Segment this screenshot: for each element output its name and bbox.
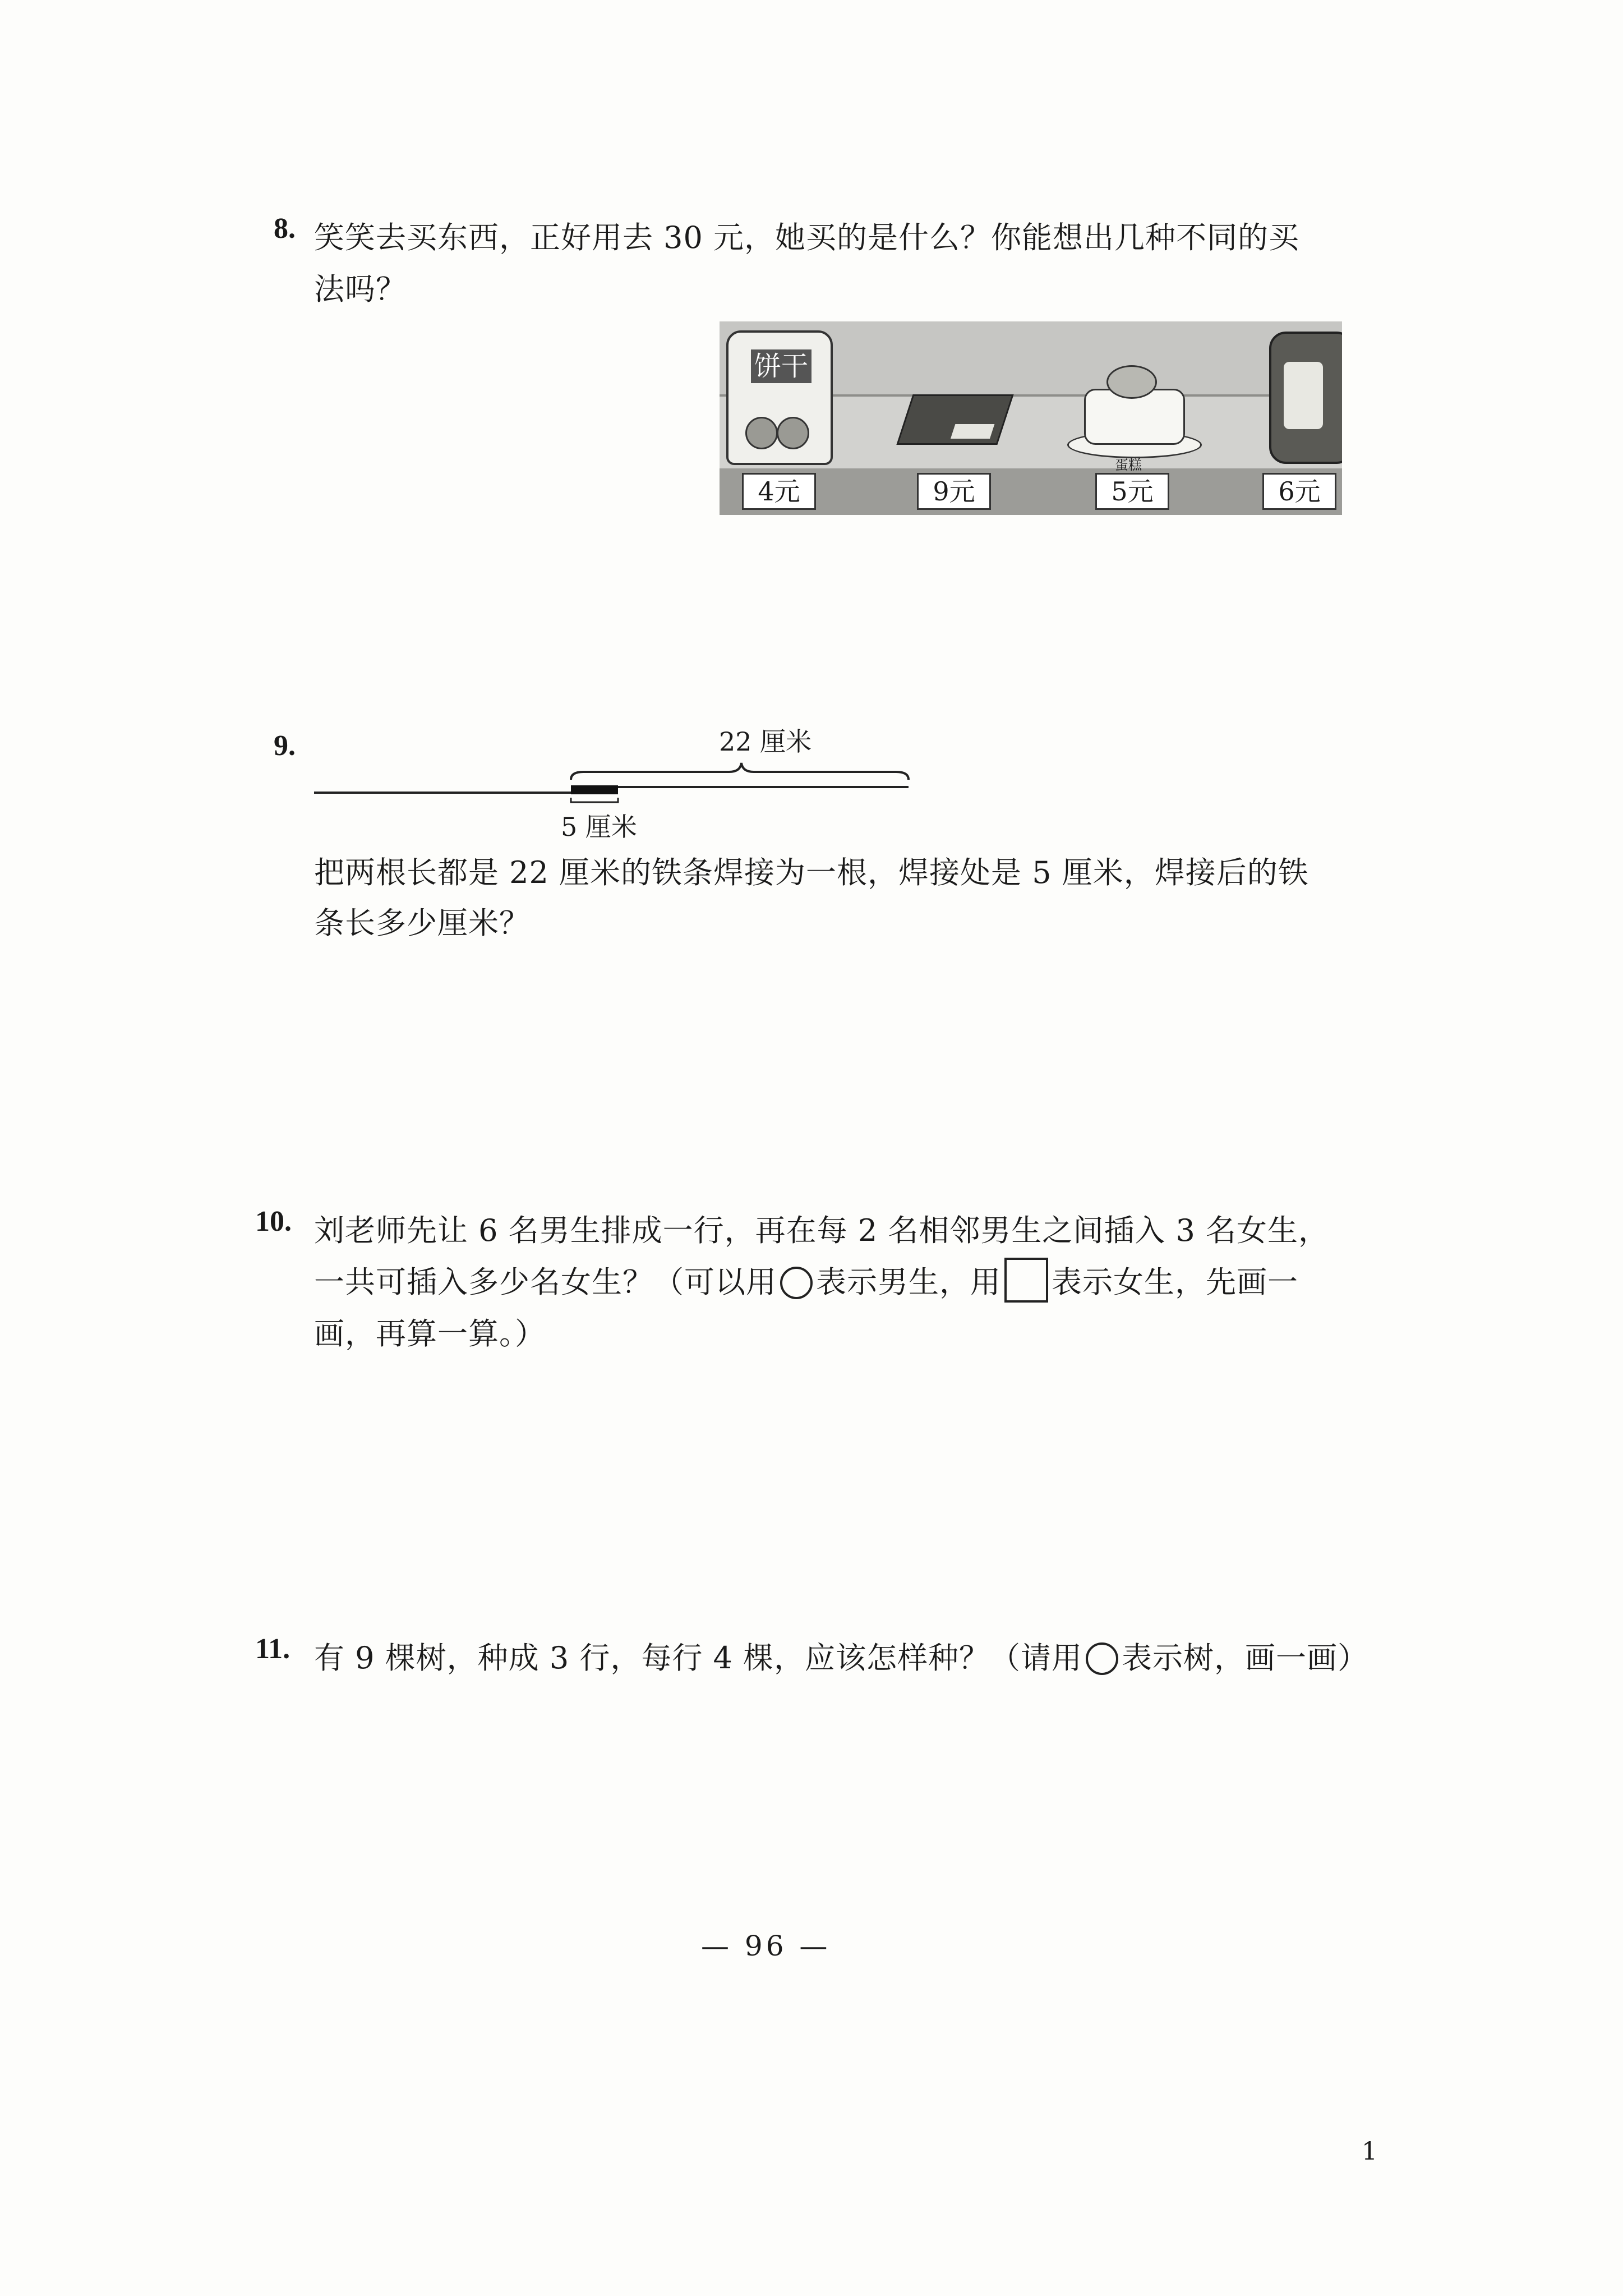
biscuit-bag-icon — [726, 330, 833, 465]
tree-circle-symbol-icon — [1086, 1642, 1118, 1675]
question-8-line-2: 法吗？ — [314, 272, 407, 307]
question-11-text-part-b: 表示树，画一画） — [1122, 1640, 1369, 1676]
page-number: — 96 — — [701, 1930, 831, 1962]
shop-shelf-illustration — [720, 321, 1342, 515]
weld-diagram — [303, 724, 931, 853]
question-10-line-1: 刘老师先让 6 名男生排成一行，再在每 2 名相邻男生之间插入 3 名女生， — [314, 1213, 1330, 1248]
question-9-line-1: 把两根长都是 22 厘米的铁条焊接为一根，焊接处是 5 厘米，焊接后的铁 — [314, 855, 1309, 890]
overlap-label-5cm: 5 厘米 — [561, 812, 637, 842]
question-10-number: 10. — [255, 1205, 292, 1237]
question-9-number: 9. — [274, 730, 296, 762]
price-tag-cake: 5元 — [1095, 473, 1169, 510]
bread-bag-icon — [1269, 332, 1342, 464]
biscuit-label: 饼干 — [751, 349, 811, 383]
price-tag-chocolate: 9元 — [917, 473, 991, 510]
question-10-line-2 — [314, 1257, 1298, 1308]
question-10-line-2-part-c: 表示女生，先画一 — [1052, 1264, 1298, 1300]
corner-page-number: 1 — [1362, 2137, 1377, 2166]
square-symbol-icon — [1004, 1258, 1048, 1303]
bracket-5cm — [571, 798, 618, 802]
question-11-text — [314, 1632, 1368, 1684]
strawberry-topping-icon — [1106, 365, 1157, 399]
question-8-line-1: 笑笑去买东西，正好用去 30 元，她买的是什么？你能想出几种不同的买 — [314, 220, 1300, 255]
question-11-text-part-a: 有 9 棵树，种成 3 行，每行 4 棵，应该怎样种？（请用 — [314, 1640, 1083, 1676]
chocolate-box-icon — [896, 394, 1013, 445]
question-10-line-3: 画，再算一算。） — [314, 1316, 546, 1351]
weld-overlap — [571, 785, 618, 794]
question-10-line-2-part-b: 表示男生，用 — [816, 1264, 1001, 1300]
question-8-number: 8. — [274, 213, 296, 245]
cake-label: 蛋糕 — [1115, 457, 1142, 473]
question-9-line-2: 条长多少厘米？ — [314, 905, 530, 941]
question-10-line-2-part-a: 一共可插入多少名女生？（可以用 — [314, 1264, 777, 1300]
brace-22cm — [571, 763, 909, 780]
price-tag-bread: 6元 — [1262, 473, 1336, 510]
question-11-number: 11. — [255, 1633, 291, 1665]
circle-symbol-icon — [780, 1267, 813, 1299]
price-tag-biscuit: 4元 — [742, 473, 816, 510]
brace-label-22cm: 22 厘米 — [719, 726, 812, 757]
